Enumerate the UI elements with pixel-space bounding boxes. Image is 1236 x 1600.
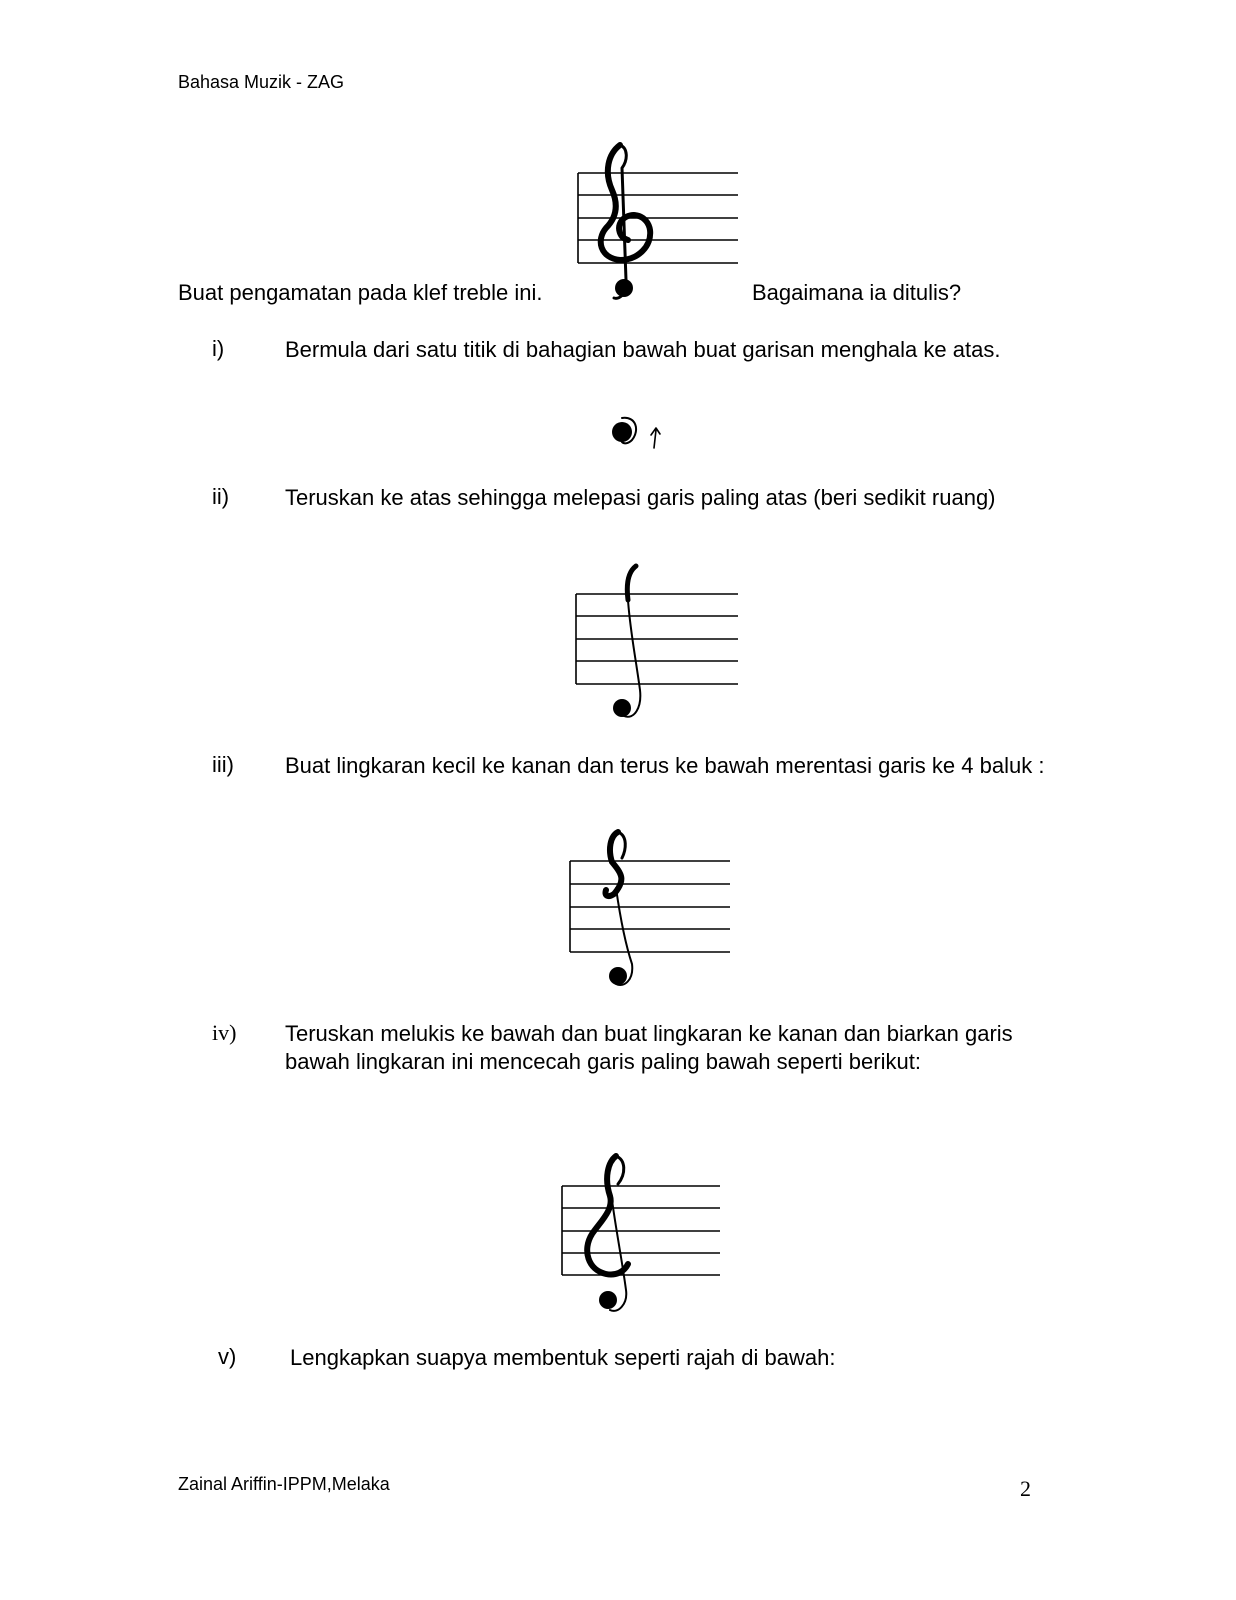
footer-author: Zainal Ariffin-IPPM,Melaka	[178, 1474, 390, 1494]
step-2-number: ii)	[212, 484, 230, 509]
page-header: Bahasa Muzik - ZAG	[178, 72, 345, 92]
step-3-number: iii)	[212, 752, 234, 777]
step-5-number: v)	[218, 1344, 237, 1369]
clef-dot-arrow-figure	[600, 410, 670, 455]
intro-question: Bagaimana ia ditulis?	[752, 280, 962, 305]
treble-clef-figure	[570, 140, 750, 310]
step-5-text: Lengkapkan suapya membentuk seperti rajah di bawah:	[290, 1345, 836, 1370]
step-1-number: i)	[212, 336, 225, 361]
clef-step-3-figure	[562, 826, 742, 996]
clef-step-2-figure	[570, 560, 750, 730]
step-4-number: iv)	[212, 1020, 237, 1045]
step-2-text: Teruskan ke atas sehingga melepasi garis paling atas (beri sedikit ruang)	[285, 485, 996, 510]
page-number: 2	[1020, 1476, 1031, 1501]
step-1-text: Bermula dari satu titik di bahagian bawah buat garisan menghala ke atas.	[285, 337, 1001, 362]
clef-step-4-figure	[552, 1150, 732, 1320]
intro-text: Buat pengamatan pada klef treble ini.	[178, 280, 543, 305]
step-3-text: Buat lingkaran kecil ke kanan dan terus ke bawah merentasi garis ke 4 baluk :	[285, 753, 1045, 778]
step-4-text: Teruskan melukis ke bawah dan buat lingkaran ke kanan dan biarkan garis bawah lingkaran ini mencecah garis paling bawah seperti berikut:	[285, 1021, 1013, 1074]
